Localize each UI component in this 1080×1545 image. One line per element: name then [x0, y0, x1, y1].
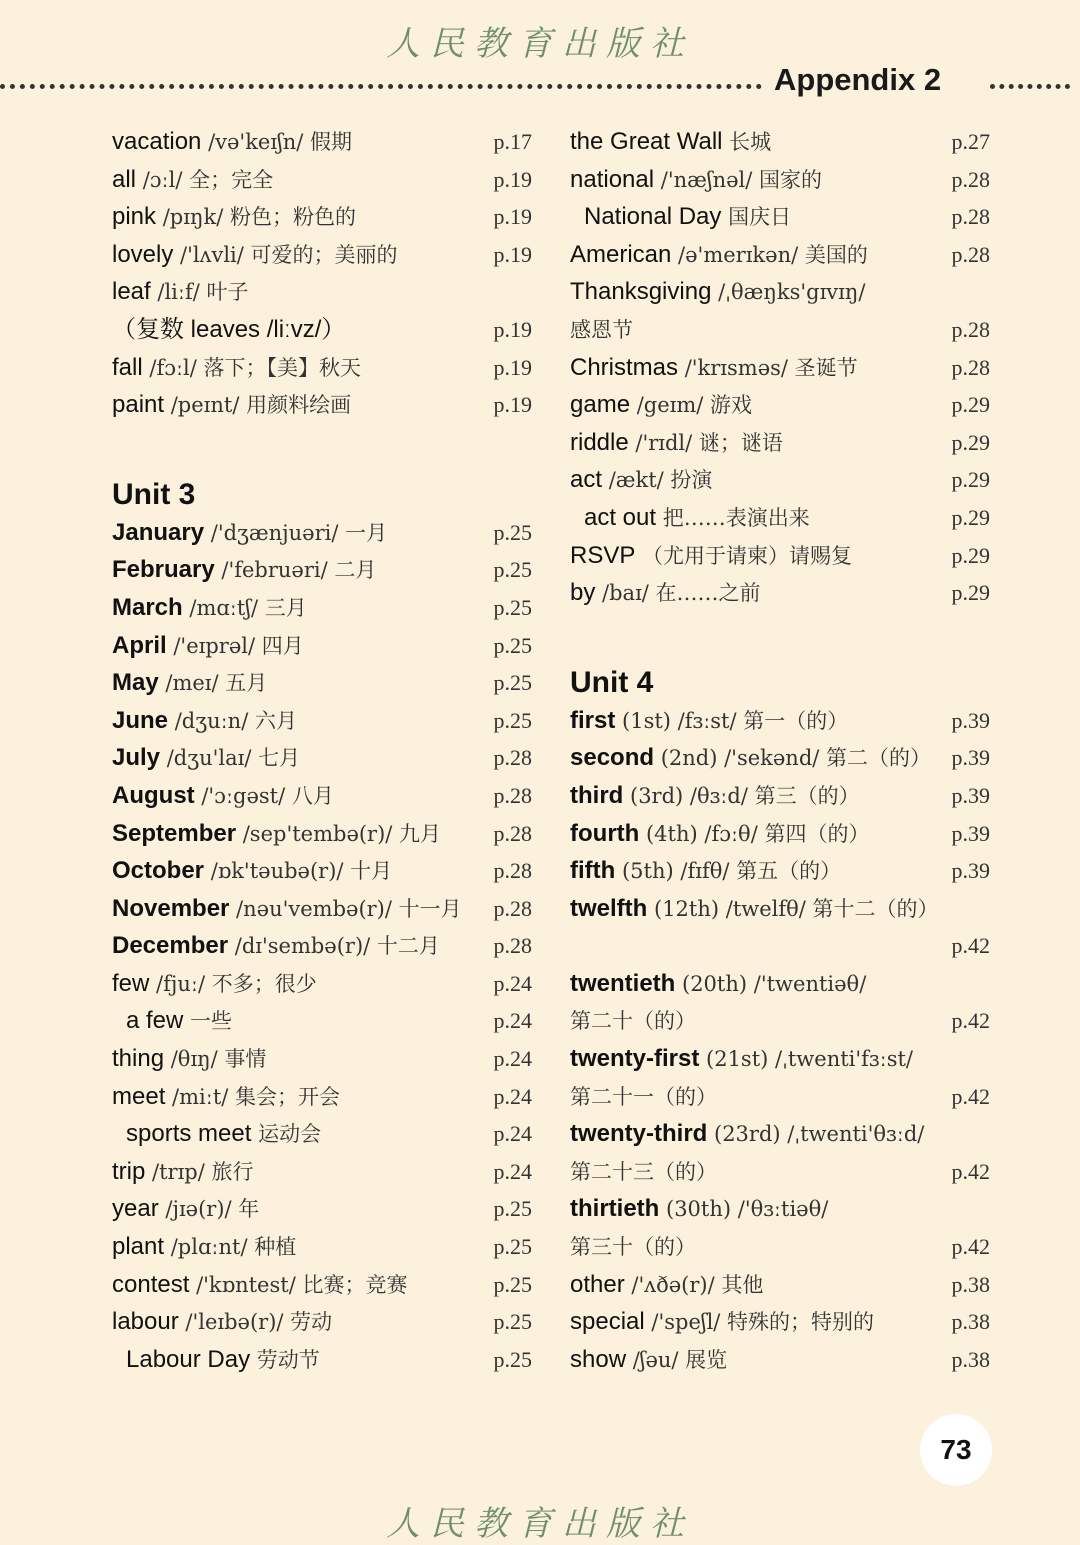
vocab-word: （复数 leaves /liːvz/）: [112, 315, 346, 343]
vocab-group-top: [570, 123, 990, 612]
vocab-word: twelfth: [570, 894, 648, 922]
vocab-phonetic-meaning: (1st) /fɜːst/ 第一（的）: [615, 708, 849, 733]
vocab-phonetic-meaning: /dʒuːn/ 六月: [168, 708, 297, 733]
vocab-entry: [112, 1266, 532, 1304]
vocab-word: thing: [112, 1045, 165, 1073]
vocab-phonetic-meaning: /'ʌðə(r)/ 其他: [624, 1272, 764, 1297]
vocab-phonetic-meaning: /'ɔːgəst/ 八月: [194, 783, 334, 808]
vocab-phonetic-meaning: /trɪp/ 旅行: [145, 1159, 254, 1184]
vocab-word: February: [112, 556, 215, 584]
vocab-entry: [112, 551, 532, 589]
vocab-entry: [570, 1190, 990, 1228]
vocab-word: sports meet: [126, 1120, 252, 1148]
vocab-phonetic-meaning: /dɪ'sembə(r)/ 十二月: [228, 934, 440, 959]
vocab-word: act out: [584, 503, 657, 531]
vocab-entry: [112, 1078, 532, 1116]
vocab-entry: [112, 927, 532, 965]
vocab-word: Thanksgiving: [570, 278, 712, 306]
vocab-word: May: [112, 669, 159, 697]
vocab-page-ref: p.28: [951, 241, 990, 267]
vocab-entry: [570, 386, 990, 424]
vocab-page-ref: p.28: [951, 354, 990, 380]
vocab-phonetic-meaning: (12th) /twelfθ/ 第十二（的）: [647, 896, 939, 921]
vocab-page-ref: p.42: [951, 1008, 990, 1034]
vocab-entry: [112, 664, 532, 702]
vocab-page-ref: p.25: [493, 1309, 532, 1335]
vocab-group-top: [112, 123, 532, 424]
publisher-logo-top: 人民教育出版社: [386, 24, 694, 64]
vocab-word: January: [112, 518, 205, 546]
vocab-page-ref: p.25: [493, 557, 532, 583]
vocab-entry: [570, 739, 990, 777]
vocab-entry: [570, 1115, 990, 1153]
vocab-entry: [112, 890, 532, 928]
unit-4-heading: Unit 4: [570, 665, 654, 699]
vocab-phonetic-meaning: /və'keɪʃn/ 假期: [201, 130, 353, 154]
vocab-page-ref: p.28: [493, 895, 532, 921]
appendix-header: [0, 62, 1080, 102]
vocab-page-ref: p.19: [493, 316, 532, 342]
vocab-page-ref: p.39: [951, 707, 990, 733]
vocab-page-ref: p.25: [493, 632, 532, 658]
vocab-page-ref: p.29: [951, 542, 990, 568]
vocab-word: April: [112, 631, 167, 659]
vocab-word: a few: [126, 1007, 184, 1035]
vocab-page-ref: p.24: [493, 1121, 532, 1147]
vocab-word: lovely: [112, 240, 174, 268]
vocab-group-unit-3: [112, 514, 532, 965]
vocab-word: vacation: [112, 128, 202, 155]
vocab-entry: [112, 1303, 532, 1341]
vocab-word: June: [112, 706, 169, 734]
vocab-page-ref: p.29: [951, 392, 990, 418]
vocab-page-ref: p.25: [493, 670, 532, 696]
vocab-entry: [112, 311, 532, 349]
header-dotted-rule-right: [990, 84, 1070, 89]
vocab-entry: [570, 1228, 990, 1266]
vocab-entry: [112, 1228, 532, 1266]
vocab-entry: [570, 349, 990, 387]
vocab-page-ref: p.25: [493, 519, 532, 545]
vocab-entry: [570, 574, 990, 612]
vocab-word: March: [112, 593, 183, 621]
vocab-page-ref: p.42: [951, 1158, 990, 1184]
vocab-entry: [570, 273, 990, 311]
vocab-word: twentieth: [570, 969, 676, 997]
vocab-phonetic-meaning: /fjuː/ 不多；很少: [149, 971, 317, 996]
vocab-entry: [112, 1040, 532, 1078]
vocab-entry: [570, 461, 990, 499]
vocab-phonetic-meaning: 劳动节: [250, 1347, 320, 1372]
vocab-entry: [570, 161, 990, 199]
vocab-entry: [112, 965, 532, 1003]
vocab-phonetic-meaning: /ˌθæŋks'gɪvɪŋ/: [711, 280, 866, 305]
vocab-phonetic-meaning: /'kɒntest/ 比赛；竞赛: [189, 1272, 408, 1297]
vocab-word: October: [112, 857, 205, 885]
vocab-word: December: [112, 932, 229, 960]
vocab-phonetic-meaning: 第三十（的）: [570, 1235, 696, 1260]
vocab-phonetic-meaning: (20th) /'twentiəθ/: [675, 971, 867, 996]
vocab-group-bottom: [112, 965, 532, 1379]
vocab-page-ref: p.39: [951, 782, 990, 808]
vocab-page-ref: p.42: [951, 1234, 990, 1260]
vocab-entry: [570, 927, 990, 965]
vocab-phonetic-meaning: /'eɪprəl/ 四月: [166, 633, 304, 658]
vocab-phonetic-meaning: （尤用于请柬）请赐复: [635, 543, 853, 568]
vocab-entry: [112, 1115, 532, 1153]
vocab-word: second: [570, 744, 655, 772]
vocab-entry: [570, 123, 990, 161]
vocab-entry: [570, 1153, 990, 1191]
vocab-entry: [112, 161, 532, 199]
vocab-phonetic-meaning: /'speʃl/ 特殊的；特别的: [644, 1310, 875, 1335]
section-spacer: [570, 612, 990, 664]
vocab-page-ref: p.24: [493, 970, 532, 996]
vocab-phonetic-meaning: /mɑːtʃ/ 三月: [182, 595, 307, 620]
vocab-word: August: [112, 781, 195, 809]
vocab-word: few: [112, 969, 150, 997]
vocab-phonetic-meaning: /fɔːl/ 落下；【美】秋天: [142, 355, 362, 380]
vocab-page-ref: p.25: [493, 594, 532, 620]
vocab-page-ref: p.28: [493, 820, 532, 846]
publisher-logo-bottom: 人民教育出版社: [386, 1504, 694, 1544]
vocab-page-ref: p.25: [493, 1346, 532, 1372]
vocab-entry: [570, 537, 990, 575]
vocab-phonetic-meaning: /ə'merɪkən/ 美国的: [671, 242, 868, 267]
vocab-phonetic-meaning: /'leɪbə(r)/ 劳动: [178, 1310, 333, 1335]
vocab-page-ref: p.29: [951, 504, 990, 530]
vocab-entry: [570, 965, 990, 1003]
vocab-page-ref: p.39: [951, 745, 990, 771]
vocab-entry: [570, 815, 990, 853]
vocab-page-ref: p.25: [493, 1234, 532, 1260]
vocab-phonetic-meaning: 运动会: [251, 1122, 322, 1147]
vocab-word: November: [112, 894, 230, 922]
vocab-entry: [112, 236, 532, 274]
vocab-phonetic-meaning: /sep'tembə(r)/ 九月: [236, 821, 442, 846]
vocab-entry: [112, 273, 532, 311]
vocab-word: the Great Wall: [570, 128, 723, 155]
vocab-page-ref: p.42: [951, 933, 990, 959]
vocab-entry: [570, 890, 990, 928]
vocab-entry: [570, 311, 990, 349]
vocab-phonetic-meaning: (30th) /'θɜːtiəθ/: [659, 1197, 829, 1222]
vocab-entry: [570, 777, 990, 815]
vocab-page-ref: p.24: [493, 1008, 532, 1034]
vocab-word: riddle: [570, 428, 629, 456]
vocab-page-ref: p.19: [493, 392, 532, 418]
vocab-word: fifth: [570, 857, 616, 885]
vocab-word: fourth: [570, 819, 640, 847]
vocab-phonetic-meaning: (2nd) /'sekənd/ 第二（的）: [654, 746, 932, 771]
vocab-word: year: [112, 1195, 159, 1223]
vocab-word: contest: [112, 1270, 190, 1298]
vocab-word: by: [570, 579, 596, 607]
vocab-word: National Day: [584, 203, 722, 231]
vocab-word: twenty-first: [570, 1045, 700, 1073]
vocab-word: game: [570, 391, 631, 419]
vocab-phonetic-meaning: 第二十一（的）: [570, 1084, 717, 1109]
vocab-entry: [112, 1341, 532, 1379]
vocab-page-ref: p.29: [951, 580, 990, 606]
vocab-entry: [570, 499, 990, 537]
vocab-phonetic-meaning: 第二十（的）: [570, 1009, 696, 1034]
vocab-word: labour: [112, 1308, 179, 1336]
vocab-phonetic-meaning: /ækt/ 扮演: [602, 468, 713, 493]
vocab-word: other: [570, 1270, 625, 1298]
vocab-word: September: [112, 819, 237, 847]
vocab-word: act: [570, 466, 603, 494]
vocab-page-ref: p.28: [493, 933, 532, 959]
page-number: 73: [920, 1414, 992, 1486]
vocab-phonetic-meaning: /geɪm/ 游戏: [630, 393, 753, 418]
vocab-entry: [570, 1303, 990, 1341]
vocab-phonetic-meaning: /plɑːnt/ 种植: [164, 1235, 297, 1260]
vocab-word: meet: [112, 1082, 166, 1110]
vocab-phonetic-meaning: /liːf/ 叶子: [150, 280, 249, 305]
vocab-word: first: [570, 706, 616, 734]
vocab-word: show: [570, 1345, 627, 1373]
vocab-page-ref: p.17: [493, 129, 532, 154]
vocab-entry: [570, 1040, 990, 1078]
vocab-entry: [570, 1266, 990, 1304]
vocab-phonetic-meaning: /θɪŋ/ 事情: [164, 1047, 267, 1072]
vocab-phonetic-meaning: 把……表演出来: [656, 505, 810, 530]
vocab-phonetic-meaning: /ɒk'təubə(r)/ 十月: [204, 859, 393, 884]
vocab-phonetic-meaning: /'februəri/ 二月: [214, 558, 377, 583]
vocab-page-ref: p.19: [493, 166, 532, 192]
vocab-entry: [570, 1002, 990, 1040]
vocab-word: fall: [112, 353, 143, 381]
vocab-page-ref: p.24: [493, 1158, 532, 1184]
vocab-entry: [570, 702, 990, 740]
vocab-phonetic-meaning: 感恩节: [570, 317, 633, 342]
vocab-group-unit-4: [570, 702, 990, 1379]
header-dotted-rule-left: [0, 84, 762, 89]
vocab-page-ref: p.38: [951, 1271, 990, 1297]
vocab-word: national: [570, 165, 655, 193]
vocab-phonetic-meaning: /jɪə(r)/ 年: [158, 1197, 260, 1222]
vocab-entry: [570, 236, 990, 274]
vocab-entry: [112, 514, 532, 552]
vocab-page-ref: p.28: [493, 745, 532, 771]
vocab-phonetic-meaning: /'rɪdl/ 谜；谜语: [628, 430, 783, 455]
vocab-word: trip: [112, 1157, 146, 1185]
left-column: [112, 123, 532, 1378]
vocab-word: twenty-third: [570, 1120, 708, 1148]
vocab-page-ref: p.25: [493, 707, 532, 733]
vocab-phonetic-meaning: /dʒu'laɪ/ 七月: [160, 746, 301, 771]
vocab-entry: [570, 198, 990, 236]
vocab-page-ref: p.28: [493, 858, 532, 884]
vocab-phonetic-meaning: 第二十三（的）: [570, 1159, 717, 1184]
vocab-page-ref: p.39: [951, 820, 990, 846]
vocab-entry: [112, 198, 532, 236]
vocab-page-ref: p.24: [493, 1083, 532, 1109]
vocab-entry: [570, 1078, 990, 1116]
vocab-word: July: [112, 744, 161, 772]
vocab-page-ref: p.38: [951, 1309, 990, 1335]
vocab-entry: [112, 123, 532, 161]
vocab-phonetic-meaning: /'lʌvli/ 可爱的；美丽的: [173, 242, 398, 267]
vocab-phonetic-meaning: /'dʒænjuəri/ 一月: [204, 520, 388, 545]
vocab-phonetic-meaning: /miːt/ 集会；开会: [165, 1084, 341, 1109]
vocab-word: Labour Day: [126, 1345, 251, 1373]
vocab-phonetic-meaning: /'krɪsməs/ 圣诞节: [678, 355, 858, 380]
vocab-entry: [570, 852, 990, 890]
vocab-phonetic-meaning: /ʃəu/ 展览: [626, 1347, 728, 1372]
vocab-phonetic-meaning: (21st) /ˌtwenti'fɜːst/: [699, 1047, 913, 1072]
right-column: [570, 123, 990, 1378]
vocab-phonetic-meaning: 长城: [722, 130, 772, 154]
vocab-entry: [112, 1002, 532, 1040]
vocab-word: special: [570, 1308, 645, 1336]
vocab-entry: [112, 627, 532, 665]
vocab-phonetic-meaning: /'næʃnəl/ 国家的: [654, 167, 822, 192]
vocab-phonetic-meaning: /nəu'vembə(r)/ 十一月: [229, 896, 462, 921]
vocab-word: Christmas: [570, 353, 679, 381]
vocab-phonetic-meaning: (4th) /fɔːθ/ 第四（的）: [639, 821, 870, 846]
vocab-word: pink: [112, 203, 157, 231]
vocab-page-ref: p.29: [951, 467, 990, 493]
vocab-page-ref: p.28: [493, 782, 532, 808]
vocab-entry: [112, 1190, 532, 1228]
vocab-entry: [112, 1153, 532, 1191]
vocab-entry: [112, 815, 532, 853]
vocab-entry: [570, 424, 990, 462]
vocab-phonetic-meaning: /ɔːl/ 全；完全: [136, 167, 274, 192]
vocab-phonetic-meaning: (3rd) /θɜːd/ 第三（的）: [623, 783, 860, 808]
vocab-page-ref: p.27: [951, 129, 990, 154]
vocab-word: RSVP: [570, 541, 636, 569]
vocab-word: paint: [112, 391, 165, 419]
vocab-page-ref: p.25: [493, 1271, 532, 1297]
vocab-phonetic-meaning: (5th) /fɪfθ/ 第五（的）: [615, 859, 842, 884]
vocab-page-ref: p.42: [951, 1083, 990, 1109]
vocab-page-ref: p.24: [493, 1046, 532, 1072]
vocab-phonetic-meaning: (23rd) /ˌtwenti'θɜːd/: [707, 1122, 925, 1147]
vocab-word: third: [570, 781, 624, 809]
vocab-phonetic-meaning: /baɪ/ 在……之前: [595, 581, 761, 606]
vocab-page-ref: p.38: [951, 1346, 990, 1372]
vocab-word: all: [112, 165, 137, 193]
vocab-entry: [112, 349, 532, 387]
vocab-word: leaf: [112, 278, 151, 306]
vocab-phonetic-meaning: /meɪ/ 五月: [158, 671, 268, 696]
vocab-phonetic-meaning: 国庆日: [721, 205, 792, 230]
vocab-entry: [112, 386, 532, 424]
vocab-entry: [112, 852, 532, 890]
vocab-page-ref: p.28: [951, 166, 990, 192]
vocab-word: American: [570, 240, 672, 268]
vocab-page-ref: p.39: [951, 858, 990, 884]
vocab-entry: [570, 1341, 990, 1379]
vocab-page-ref: p.29: [951, 429, 990, 455]
vocab-word: plant: [112, 1233, 165, 1261]
vocab-phonetic-meaning: /peɪnt/ 用颜料绘画: [164, 393, 352, 418]
vocab-entry: [112, 739, 532, 777]
section-spacer: [112, 424, 532, 476]
unit-3-heading: Unit 3: [112, 477, 196, 511]
vocab-phonetic-meaning: /pɪŋk/ 粉色；粉色的: [156, 205, 356, 230]
vocab-page-ref: p.19: [493, 354, 532, 380]
vocab-page-ref: p.28: [951, 204, 990, 230]
vocab-phonetic-meaning: 一些: [183, 1009, 233, 1034]
vocab-word: thirtieth: [570, 1195, 660, 1223]
vocab-entry: [112, 777, 532, 815]
appendix-title: Appendix 2: [774, 62, 942, 97]
vocab-page-ref: p.19: [493, 204, 532, 230]
vocab-page-ref: p.28: [951, 316, 990, 342]
vocab-entry: [112, 589, 532, 627]
vocab-page-ref: p.25: [493, 1196, 532, 1222]
vocab-entry: [112, 702, 532, 740]
vocab-page-ref: p.19: [493, 241, 532, 267]
